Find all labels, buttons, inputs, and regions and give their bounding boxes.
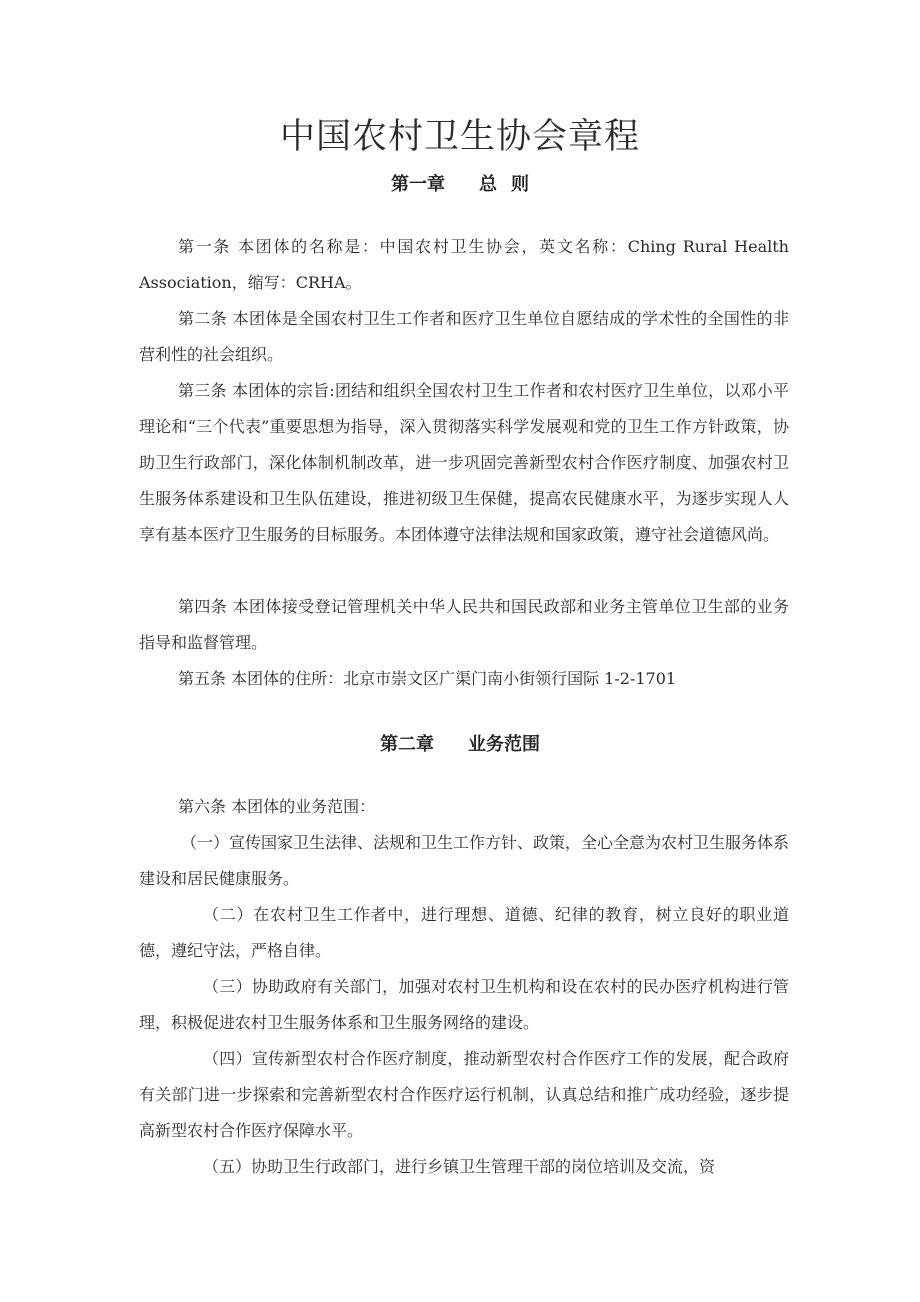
scope-item-1: （一）宣传国家卫生法律、法规和卫生工作方针、政策，全心全意为农村卫生服务体系建设和居民健康服务。 [139,833,790,888]
article-1: 第一条 本团体的名称是：中国农村卫生协会，英文名称：Ching Rural Health Association，缩写：CRHA。 [139,237,789,292]
chapter-2-name: 业务范围 [468,734,540,755]
chapter-1-name-part-1: 总 [479,174,497,195]
chapter-2-number: 第二章 [380,734,434,755]
article-4: 第四条 本团体接受登记管理机关中华人民共和国民政部和业务主管单位卫生部的业务指导和监督管理。 [139,597,789,652]
chapter-1-heading [0,172,920,198]
scope-item-4: （四）宣传新型农村合作医疗制度，推动新型农村合作医疗工作的发展，配合政府有关部门进一步探索和完善新型农村合作医疗运行机制，认真总结和推广成功经验，逐步提高新型农村合作医疗保障水平。 [139,1049,789,1140]
scope-item-2: （二）在农村卫生工作者中，进行理想、道德、纪律的教育，树立良好的职业道德，遵纪守法，严格自律。 [139,905,789,960]
article-6: 第六条 本团体的业务范围： [178,797,376,816]
document-title: 中国农村卫生协会章程 [279,117,640,157]
chapter-1-number: 第一章 [391,174,445,195]
article-5: 第五条 本团体的住所：北京市崇文区广渠门南小街领行国际 1-2-1701 [178,669,677,688]
article-3: 第三条 本团体的宗旨:团结和组织全国农村卫生工作者和农村医疗卫生单位，以邓小平理论和“三个代表”重要思想为指导，深入贯彻落实科学发展观和党的卫生工作方针政策，协助卫生行政部门，深化体制机制改革，进一步巩固完善新型农村合作医疗制度、加强农村卫生服务体系建设和卫生队伍建设，推进初级卫生保健，提高农民健康水平，为逐步实现人人享有基本医疗卫生服务的目标服务。本团体遵守法律法规和国家政策，遵守社会道德风尚。 [139,381,789,544]
scope-item-5: （五）协助卫生行政部门，进行乡镇卫生管理干部的岗位培训及交流，资 [203,1157,716,1176]
scope-item-3: （三）协助政府有关部门，加强对农村卫生机构和设在农村的民办医疗机构进行管理，积极促进农村卫生服务体系和卫生服务网络的建设。 [139,977,789,1032]
chapter-2-heading [0,732,920,758]
article-2: 第二条 本团体是全国农村卫生工作者和医疗卫生单位自愿结成的学术性的全国性的非营利性的社会组织。 [139,309,789,364]
chapter-1-name-part-2: 则 [511,174,529,195]
